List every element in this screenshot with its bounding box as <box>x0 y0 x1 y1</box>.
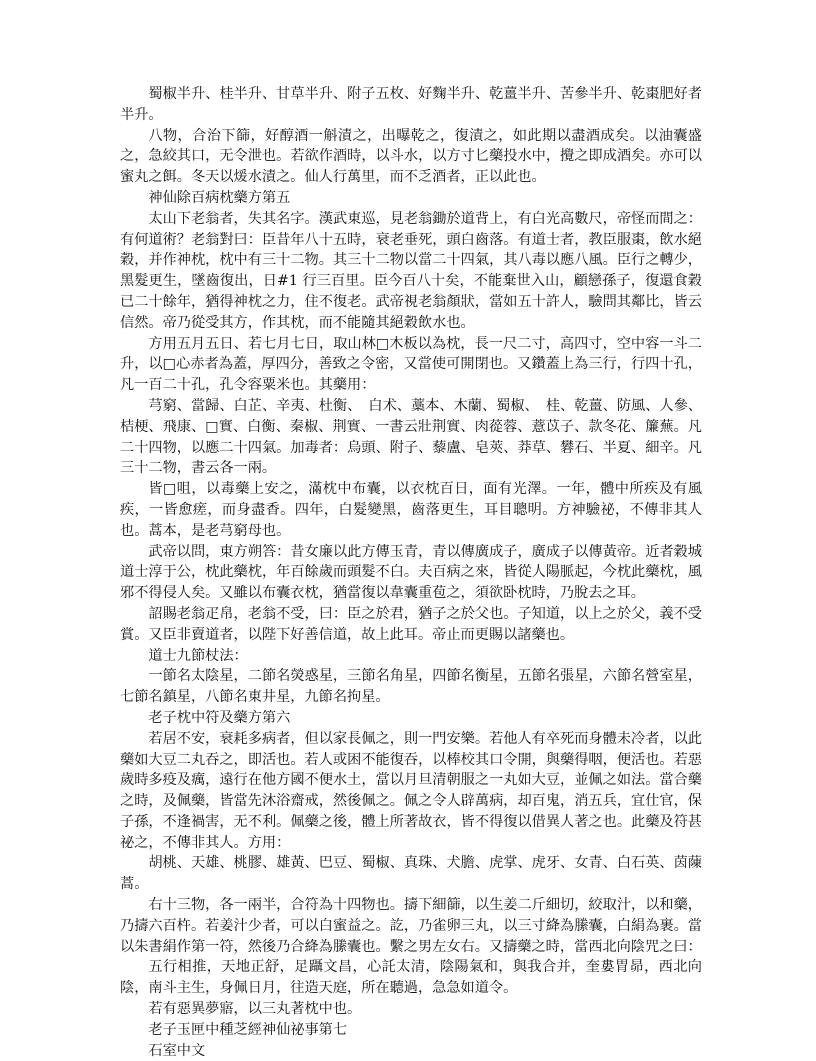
section-heading: 神仙除百病枕藥方第五 <box>148 189 291 206</box>
paragraph: 方用五月五日、若七月七日，取山林□木板以為枕，長一尺二寸，高四寸，空中容一斗二升，以□心赤者為蓋，厚四分，善致之令密，又當使可開閉也。又鑽蓋上為三行，行四十孔，凡一百二十孔，孔令容粟米也。其藥用： <box>120 335 702 394</box>
paragraph: 若有惡異夢寤，以三丸著枕中也。 <box>148 1001 362 1018</box>
paragraph: 若居不安，衰耗多病者，但以家長佩之，則一門安樂。若他人有卒死而身體未冷者，以此藥如大豆二丸吞之，即活也。若人或困不能復吞，以棒校其口令開，與藥得咽，便活也。若惡歲時多疫及癘，遠行在他方國不便水土，當以月旦清朝服之一丸如大豆，並佩之如法。當合藥之時，及佩藥，皆當先沐浴齋戒，然後佩之。佩之令人辟萬病，却百鬼，消五兵，宜仕官，保子孫，不逢禍害，无不利。佩藥之後，體上所著故衣，皆不得復以借異人著之也。此藥及符甚祕之，不傳非其人。方用： <box>120 730 702 851</box>
paragraph: 道士九節杖法： <box>148 647 248 664</box>
section-heading: 老子枕中符及藥方第六 <box>148 709 291 726</box>
paragraph: 武帝以問，東方朔答：昔女廉以此方傳玉青，青以傳廣成子，廣成子以傳黃帝。近者穀城道士淳于公，枕此藥枕，年百餘歲而頭髮不白。夫百病之來，皆從人陽脈起，今枕此藥枕，風邪不得侵人矣。又雖以布囊衣枕，猶當復以韋囊重苞之，須欲卧枕時，乃脫去之耳。 <box>120 543 702 602</box>
document-page <box>120 84 702 1061</box>
paragraph: 芎窮、當歸、白芷、辛夷、杜衡、 白术、藁本、木蘭、蜀椒、 桂、乾薑、防風、人參、桔梗、飛康、□實、白衡、秦椒、荆實、一書云壯荆實、肉蓯蓉、薏苡子、款冬花、簾蕪。凡二十四物，以應二十四氣。加毒者：烏頭、附子、藜盧、皂莢、莽草、礬石、半夏、細辛。凡三十二物，書云各一兩。 <box>120 397 702 477</box>
paragraph: 石室中文 <box>148 1042 206 1059</box>
paragraph: 右十三物，各一兩半，合符為十四物也。擣下細篩，以生姜二斤細切，絞取汁，以和藥，乃擣六百杵。若姜汁少者，可以白蜜益之。訖，乃雀卵三丸，以三寸絳為縢囊，白絹為裹。當以朱書絹作第一符，然後乃合絳為縢囊也。繫之男左女右。又擣藥之時，當西北向陰咒之曰： <box>120 897 702 955</box>
paragraph: 太山下老翁者，失其名字。漢武東巡，見老翁鋤於道背上，有白光高數尺，帝怪而間之：有何道術？老翁對曰：臣昔年八十五時，衰老垂死，頭白齒落。有道士者，教臣服棗，飲水絕穀，并作神枕，枕中有三十二物。其三十二物以當二十四氣，其八毒以應八風。臣行之轉少，黑髮更生，墜齒復出，日#1 行三百里。臣今百八十矣，不能棄世入山，顧戀孫子，復還食穀已二十餘年，猶得神枕之力，住不復老。武帝視老翁顏狀，當如五十許人，驗問其鄰比，皆云信然。帝乃從受其方，作其枕，而不能隨其絕穀飲水也。 <box>120 210 702 331</box>
paragraph: 八物，合治下篩，好醇酒一斛漬之，出曝乾之，復漬之，如此期以盡酒成矣。以油囊盛之，急絞其口，无令泄也。若欲作酒時，以斗水，以方寸匕藥投水中，攪之即成酒矣。亦可以蜜丸之餌。冬天以煖水漬之。仙人行萬里，而不乏酒者，正以此也。 <box>120 127 702 186</box>
paragraph: 皆□咀，以毒藥上安之，滿枕中布囊，以衣枕百日，面有光澤。一年，體中所疾及有風疾，一皆愈瘥，而身盡香。四年，白髮變黑，齒落更生，耳目聰明。方神驗祕，不傳非其人也。蒿本，是老芎窮母也。 <box>120 481 702 539</box>
paragraph: 蜀椒半升、桂半升、甘草半升、附子五枚、好麴半升、乾薑半升、苦參半升、乾棗肥好者半升。 <box>120 86 702 123</box>
section-heading: 老子玉匣中種芝經神仙祕事第七 <box>148 1021 348 1038</box>
paragraph: 一節名太陰星，二節名熒惑星，三節名角星，四節名衡星，五節名張星，六節名營室星，七節名鎮星，八節名東井星，九節名拘星。 <box>120 668 702 706</box>
paragraph: 詔賜老翁疋帛，老翁不受，曰：臣之於君，猶子之於父也。子知道，以上之於父，義不受賞。又臣非賣道者，以陛下好善信道，故上此耳。帝止而更賜以諸藥也。 <box>120 605 702 643</box>
paragraph: 五行相推，天地正舒，足躡文昌，心託太清，陰陽氣和，與我合并，奎婁胃昴，西北向陰，南斗主生，身佩日月，往造天庭，所在聽過，急急如道令。 <box>120 959 702 997</box>
paragraph: 胡桃、天雄、桃膠、雄黃、巴豆、蜀椒、真珠、犬膽、虎掌、虎牙、女青、白石英、茵蔯蒿。 <box>120 855 702 893</box>
